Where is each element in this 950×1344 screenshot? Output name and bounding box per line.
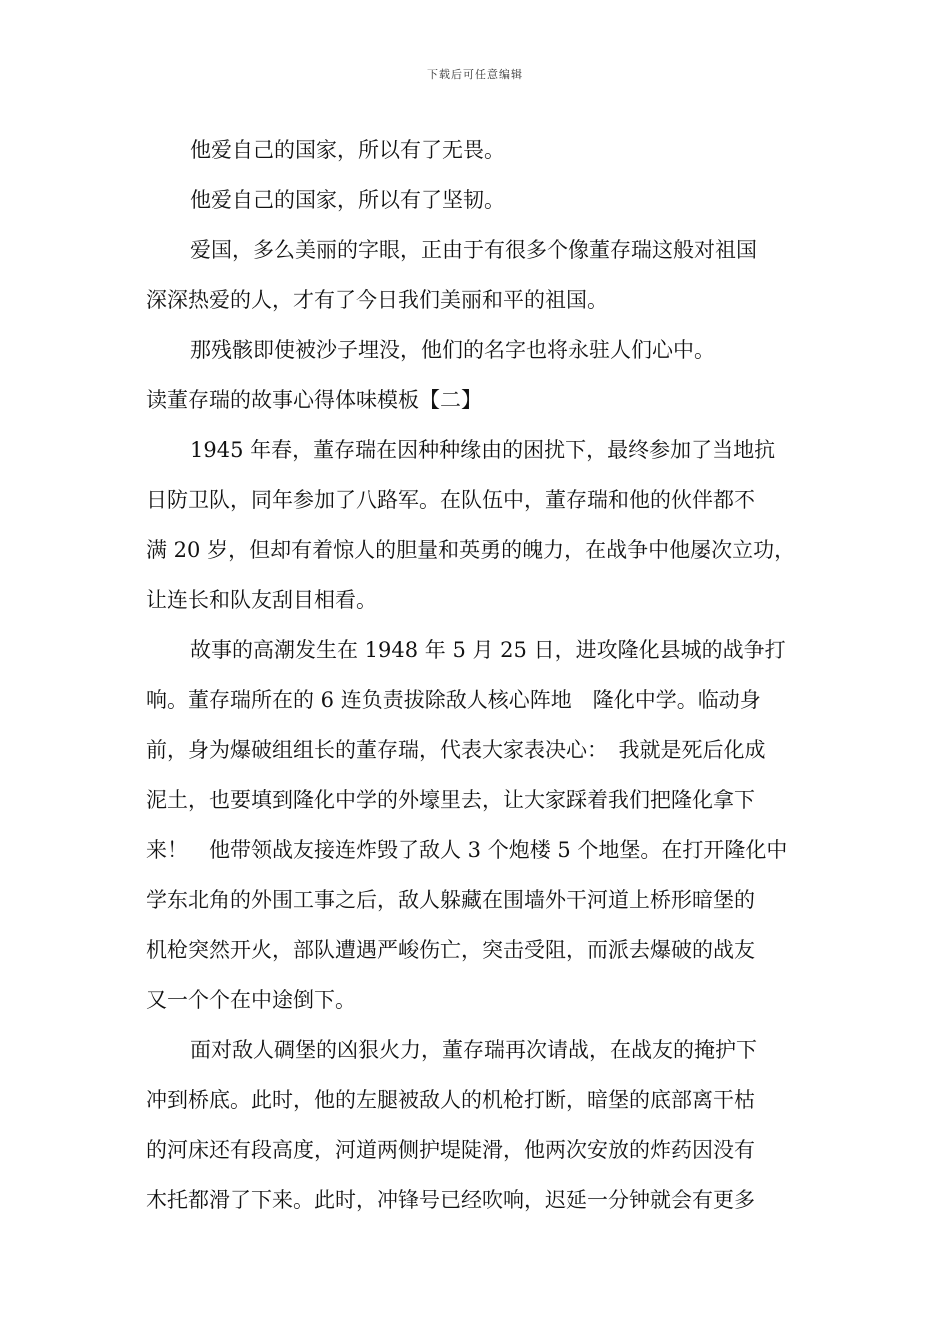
document-body bbox=[146, 130, 810, 1230]
text-line: 故事的高潮发生在 1948 年 5 月 25 日，进攻隆化县城的战争打 bbox=[190, 638, 786, 662]
text-line: 他爱自己的国家，所以有了坚韧。 bbox=[190, 188, 505, 212]
text-line: 泥土，也要填到隆化中学的外壕里去，让大家踩着我们把隆化拿下 bbox=[146, 788, 755, 812]
text-line: 那残骸即使被沙子埋没，他们的名字也将永驻人们心中。 bbox=[190, 338, 715, 362]
text-line: 爱国，多么美丽的字眼，正由于有很多个像董存瑞这般对祖国 bbox=[190, 238, 757, 262]
text-line: 深深热爱的人，才有了今日我们美丽和平的祖国。 bbox=[146, 288, 608, 312]
section-heading: 读董存瑞的故事心得体味模板【二】 bbox=[146, 388, 482, 412]
text-line: 响。董存瑞所在的 6 连负责拔除敌人核心阵地 隆化中学。临动身 bbox=[146, 688, 761, 712]
text-line: 又一个个在中途倒下。 bbox=[146, 988, 356, 1012]
text-line: 木托都滑了下来。此时，冲锋号已经吹响，迟延一分钟就会有更多 bbox=[146, 1188, 755, 1212]
text-line: 让连长和队友刮目相看。 bbox=[146, 588, 377, 612]
text-line: 面对敌人碉堡的凶狠火力，董存瑞再次请战，在战友的掩护下 bbox=[190, 1038, 757, 1062]
text-line: 满 20 岁，但却有着惊人的胆量和英勇的魄力，在战争中他屡次立功， bbox=[146, 538, 796, 562]
text-line: 来！ 他带领战友接连炸毁了敌人 3 个炮楼 5 个地堡。在打开隆化中 bbox=[146, 838, 788, 862]
text-line: 前，身为爆破组组长的董存瑞，代表大家表决心： 我就是死后化成 bbox=[146, 738, 766, 762]
text-line: 机枪突然开火，部队遭遇严峻伤亡，突击受阻，而派去爆破的战友 bbox=[146, 938, 755, 962]
text-line: 日防卫队，同年参加了八路军。在队伍中，董存瑞和他的伙伴都不 bbox=[146, 488, 755, 512]
text-line: 冲到桥底。此时，他的左腿被敌人的机枪打断，暗堡的底部离干枯 bbox=[146, 1088, 755, 1112]
text-line: 1945 年春，董存瑞在因种种缘由的困扰下，最终参加了当地抗 bbox=[190, 438, 776, 462]
text-line: 他爱自己的国家，所以有了无畏。 bbox=[190, 138, 505, 162]
text-line: 学东北角的外围工事之后，敌人躲藏在围墙外干河道上桥形暗堡的 bbox=[146, 888, 755, 912]
page-header: 下载后可任意编辑 bbox=[427, 68, 523, 81]
text-line: 的河床还有段高度，河道两侧护堤陡滑，他两次安放的炸药因没有 bbox=[146, 1138, 755, 1162]
